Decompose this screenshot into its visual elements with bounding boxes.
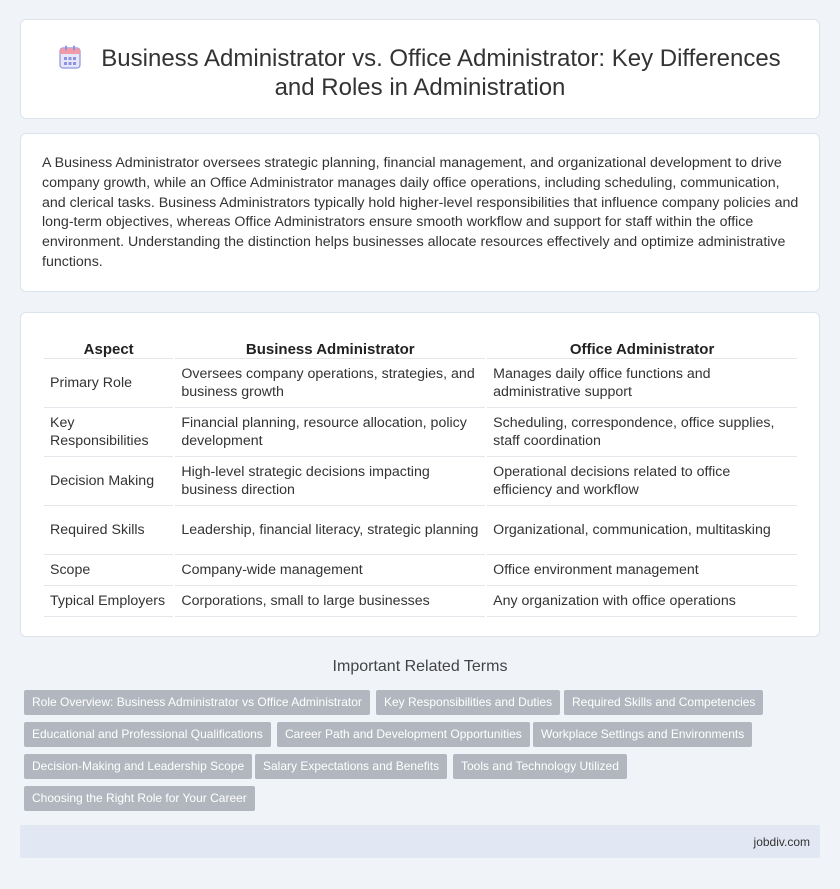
related-term-tag[interactable]: Role Overview: Business Administrator vs Office Administrator [24,690,370,715]
footer-site-link[interactable]: jobdiv.com [753,835,810,849]
related-term-tag[interactable]: Educational and Professional Qualifications [24,722,271,747]
business-cell: Oversees company operations, strategies, and business growth [175,359,485,408]
table-row [44,555,797,586]
office-cell: Any organization with office operations [487,586,797,617]
office-cell: Operational decisions related to office efficiency and workflow [487,457,797,506]
related-terms-heading: Important Related Terms [332,658,508,675]
related-term-tag[interactable]: Choosing the Right Role for Your Career [24,786,255,811]
table-row [44,359,797,408]
related-term-tag[interactable]: Tools and Technology Utilized [453,754,627,779]
table-row [44,457,797,506]
table-row [44,408,797,457]
aspect-cell: Required Skills [44,506,173,555]
comparison-card [20,312,820,637]
related-term-tag[interactable]: Required Skills and Competencies [564,690,763,715]
title-card [20,19,820,119]
business-cell: Corporations, small to large businesses [175,586,485,617]
business-cell: High-level strategic decisions impacting business direction [175,457,485,506]
business-cell: Leadership, financial literacy, strategic planning [175,506,485,555]
aspect-cell: Scope [44,555,173,586]
aspect-cell: Primary Role [44,359,173,408]
header-aspect: Aspect [44,333,173,359]
intro-card [20,133,820,292]
header-office-administrator: Office Administrator [487,333,797,359]
office-cell: Office environment management [487,555,797,586]
related-term-tag[interactable]: Key Responsibilities and Duties [376,690,560,715]
business-cell: Company-wide management [175,555,485,586]
page-title [21,44,819,102]
comparison-table [42,333,799,617]
aspect-cell: Decision Making [44,457,173,506]
office-cell: Manages daily office functions and administrative support [487,359,797,408]
aspect-cell: Typical Employers [44,586,173,617]
related-term-tag[interactable]: Workplace Settings and Environments [533,722,752,747]
header-business-administrator: Business Administrator [175,333,485,359]
calendar-icon [59,45,81,69]
related-term-tag[interactable]: Decision-Making and Leadership Scope [24,754,252,779]
footer [20,825,820,858]
table-header-row [44,333,797,359]
related-term-tag[interactable]: Career Path and Development Opportunities [277,722,530,747]
aspect-cell: Key Responsibilities [44,408,173,457]
table-row [44,586,797,617]
business-cell: Financial planning, resource allocation, policy development [175,408,485,457]
office-cell: Scheduling, correspondence, office supplies, staff coordination [487,408,797,457]
office-cell: Organizational, communication, multitasking [487,506,797,555]
title-line-1: Business Administrator vs. Office Administrator: Key Differences [101,45,781,72]
intro-paragraph: A Business Administrator oversees strategic planning, financial management, and organizational development to drive company growth, while an Office Administrator manages daily office operations, including scheduling, communication, and clerical tasks. Business Administrators typically hold higher-level responsibilities that influence company policies and long-term objectives, whereas Office Administrators ensure smooth workflow and support for staff within the office environment. Understanding the distinction helps businesses allocate resources effectively and optimize administrative functions. [42,155,799,270]
title-line-2: and Roles in Administration [274,74,566,101]
table-row [44,506,797,555]
related-term-tag[interactable]: Salary Expectations and Benefits [255,754,447,779]
